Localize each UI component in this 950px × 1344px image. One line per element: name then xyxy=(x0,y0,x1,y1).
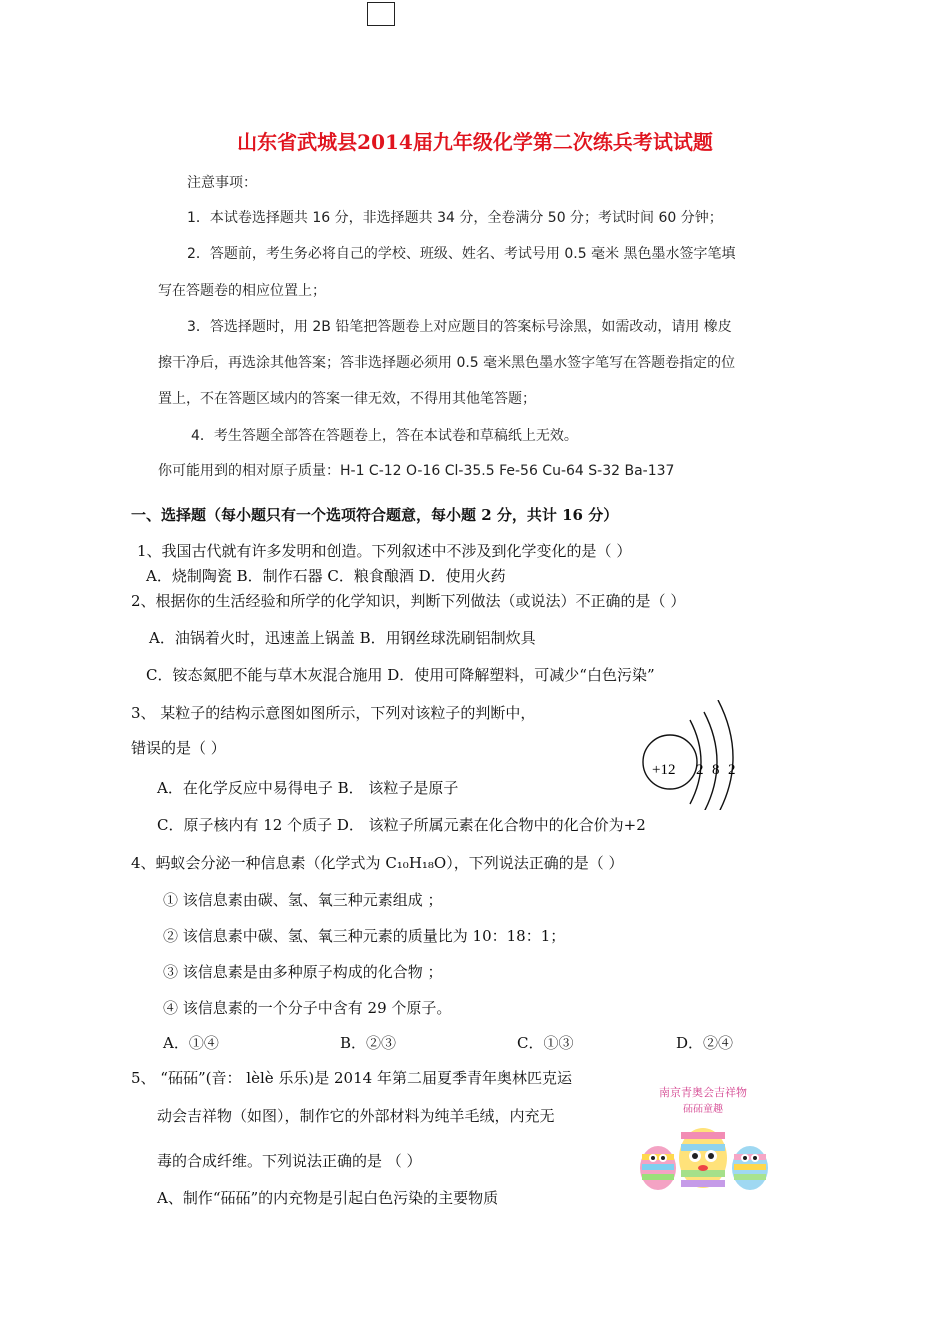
atom-structure-diagram xyxy=(630,700,770,810)
nucleus-charge: +12 xyxy=(652,762,676,778)
note-1: 1．本试卷选择题共 16 分，非选择题共 34 分，全卷满分 50 分；考试时间 60 分钟； xyxy=(187,210,723,226)
question-4-option-a: A．①④ xyxy=(163,1034,219,1052)
note-2b: 写在答题卷的相应位置上； xyxy=(158,283,326,299)
question-4-statement-3: ③ 该信息素是由多种原子构成的化合物 ； xyxy=(163,963,443,981)
page-title: 山东省武城县2014届九年级化学第二次练兵考试试题 xyxy=(237,130,713,154)
note-3a: 3．答选择题时，用 2B 铅笔把答题卷上对应题目的答案标号涂黑，如需改动，请用 橡皮 xyxy=(187,319,732,335)
note-4: 4．考生答题全部答在答题卷上，答在本试卷和草稿纸上无效。 xyxy=(191,428,578,444)
shell-2-count: 8 xyxy=(712,762,720,778)
corner-box xyxy=(367,2,395,26)
mascot-caption-2: 砳砳童趣 xyxy=(683,1104,723,1115)
question-4-statement-2: ② 该信息素中碳、氢、氧三种元素的质量比为 10：18：1； xyxy=(163,927,566,945)
question-5-option-a: A、制作“砳砳”的内充物是引起白色污染的主要物质 xyxy=(157,1189,499,1207)
question-2-options-cd: C．铵态氮肥不能与草木灰混合施用 D．使用可降解塑料，可减少“白色污染” xyxy=(146,666,655,684)
atomic-mass-line: 你可能用到的相对原子质量：H-1 C-12 O-16 Cl-35.5 Fe-56 Cu-64 S-32 Ba-137 xyxy=(158,463,675,479)
shell-3-count: 2 xyxy=(728,762,736,778)
question-1-options: A．烧制陶瓷 B．制作石器 C．粮食酿酒 D．使用火药 xyxy=(146,567,506,585)
question-3-stem: 3、 某粒子的结构示意图如图所示，下列对该粒子的判断中， xyxy=(131,704,536,722)
question-4-statement-1: ① 该信息素由碳、氢、氧三种元素组成 ； xyxy=(163,891,443,909)
question-4-option-b: B．②③ xyxy=(340,1034,397,1052)
question-5-line-1: 5、 “砳砳”(音： lèlè 乐乐)是 2014 年第二届夏季青年奥林匹克运 xyxy=(131,1069,572,1087)
question-3-stem2: 错误的是（ ） xyxy=(131,739,226,757)
question-2-stem: 2、根据你的生活经验和所学的化学知识，判断下列做法（或说法）不正确的是（ ） xyxy=(131,592,686,610)
question-1-stem: 1、我国古代就有许多发明和创造。下列叙述中不涉及到化学变化的是（ ） xyxy=(137,542,632,560)
note-2a: 2．答题前，考生务必将自己的学校、班级、姓名、考试号用 0.5 毫米 黑色墨水签字笔填 xyxy=(187,246,736,262)
question-5-line-3: 毒的合成纤维。下列说法正确的是 （ ） xyxy=(157,1152,422,1170)
question-4-option-c: C．①③ xyxy=(517,1034,574,1052)
question-3-options-ab: A．在化学反应中易得电子 B． 该粒子是原子 xyxy=(157,779,459,797)
mascot-image xyxy=(628,1080,778,1210)
note-3b: 擦干净后，再选涂其他答案；答非选择题必须用 0.5 毫米黑色墨水签字笔写在答题卷指定的位 xyxy=(158,355,736,371)
question-3-options-cd: C．原子核内有 12 个质子 D． 该粒子所属元素在化合物中的化合价为+2 xyxy=(157,816,646,834)
question-5-line-2: 动会吉祥物（如图），制作它的外部材料为纯羊毛绒，内充无 xyxy=(157,1107,555,1125)
section-heading: 一、选择题（每小题只有一个选项符合题意，每小题 2 分，共计 16 分） xyxy=(131,506,619,524)
mascot-caption: 南京青奥会吉祥物 xyxy=(659,1086,747,1099)
question-4-statement-4: ④ 该信息素的一个分子中含有 29 个原子。 xyxy=(163,999,452,1017)
note-3c: 置上，不在答题区域内的答案一律无效，不得用其他笔答题； xyxy=(158,391,536,407)
notes-heading: 注意事项： xyxy=(187,175,257,191)
question-4-option-d: D．②④ xyxy=(676,1034,734,1052)
question-2-options-ab: A．油锅着火时，迅速盖上锅盖 B．用钢丝球洗刷铝制炊具 xyxy=(149,629,536,647)
question-4-stem: 4、蚂蚁会分泌一种信息素（化学式为 C₁₀H₁₈O），下列说法正确的是（ ） xyxy=(131,854,624,872)
shell-1-count: 2 xyxy=(696,762,704,778)
